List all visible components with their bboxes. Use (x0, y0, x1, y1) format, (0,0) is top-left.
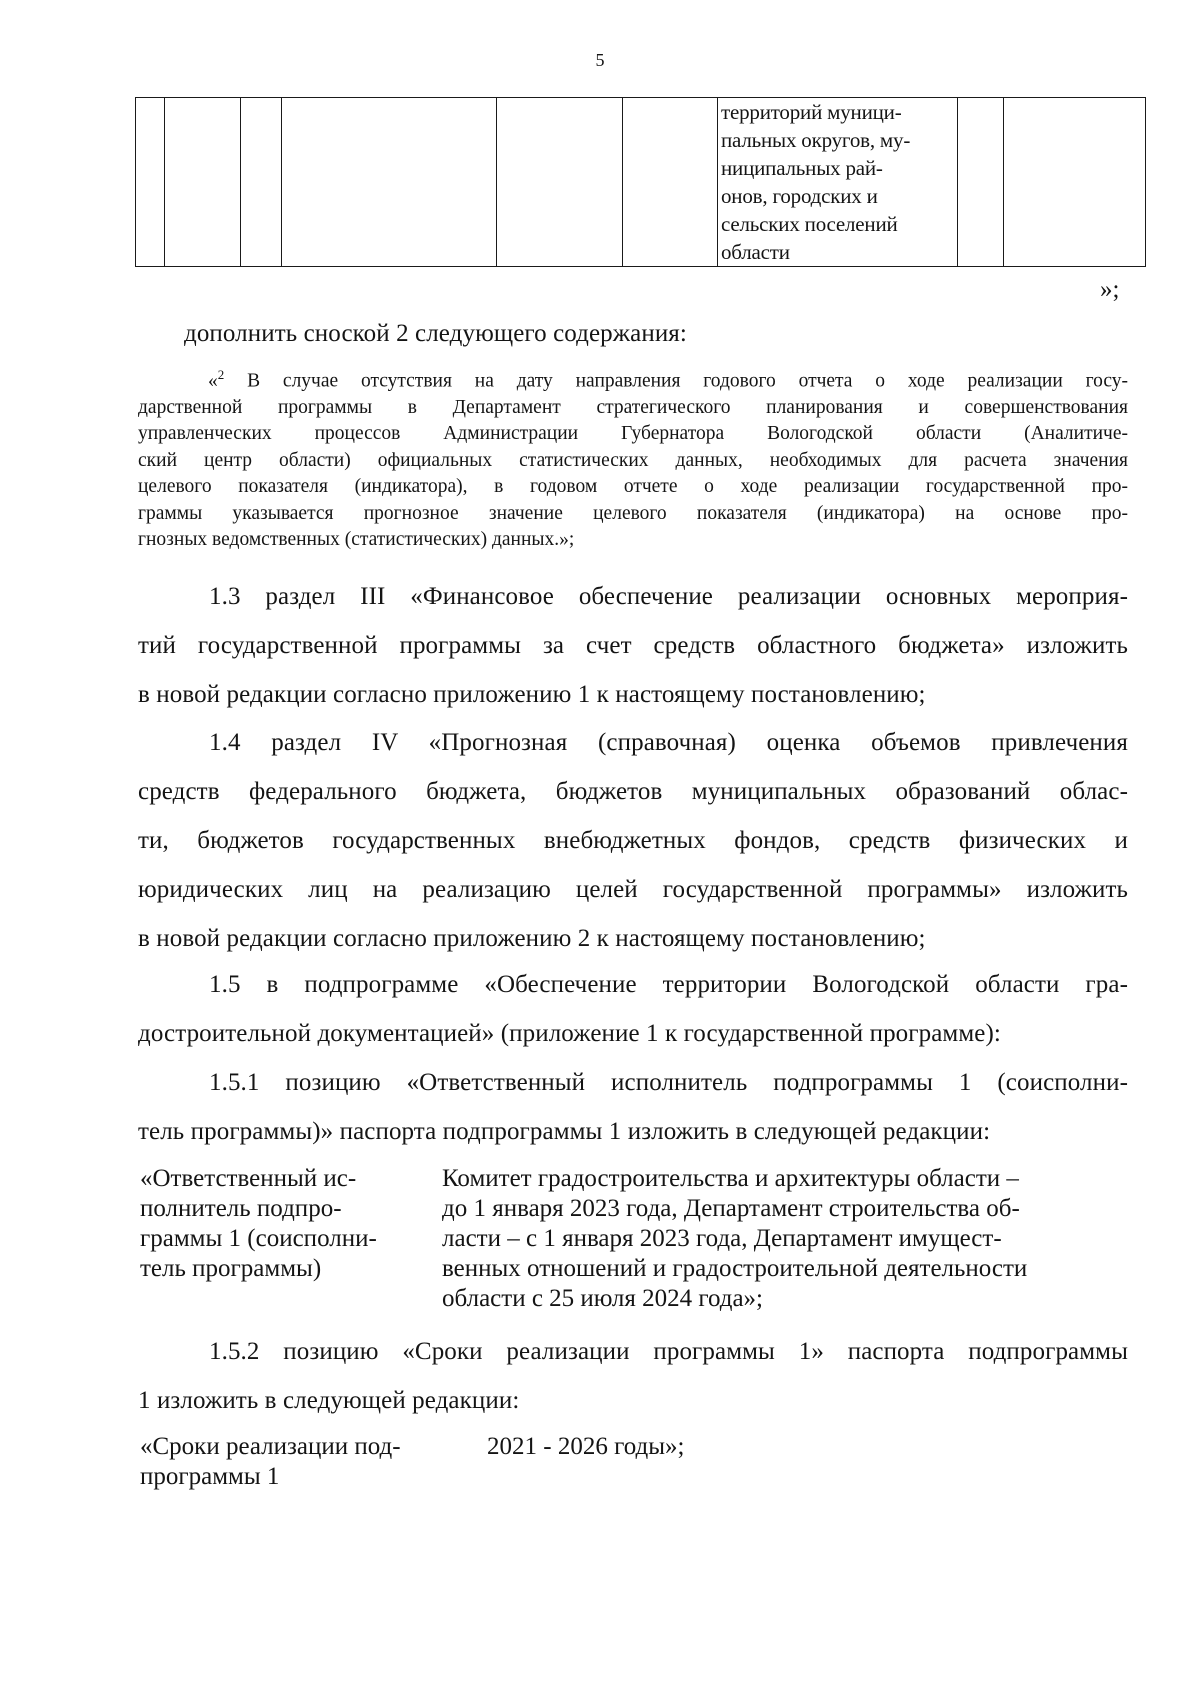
value-line: 2021 - 2026 годы»; (487, 1433, 685, 1460)
para-line: дополнить сноской 2 следующего содержания: (184, 320, 687, 347)
para-line: в новой редакции согласно приложению 2 к настоящему постановлению; (138, 925, 926, 952)
cell-line: ниципальных рай- (721, 156, 883, 180)
cell-line: территорий муници- (721, 100, 902, 124)
para-line: в новой редакции согласно приложению 1 к настоящему постановлению; (138, 681, 926, 708)
terms-row (140, 1432, 1130, 1502)
para-line: достроительной документацией» (приложение 1 к государственной программе): (138, 1020, 1001, 1047)
footnote-line: целевого показателя (индикатора), в годовом отчете о ходе реализации государственной про- (138, 476, 1128, 498)
continuation-table (135, 97, 1146, 267)
table-cell (497, 98, 623, 267)
footnote-open-quote: « (208, 370, 218, 392)
value-line: ласти – с 1 января 2023 года, Департамент имущест- (442, 1225, 1002, 1252)
table-cell (958, 98, 1004, 267)
para-line: 1.3 раздел III «Финансовое обеспечение реализации основных мероприя- (209, 583, 1128, 610)
para-line: ти, бюджетов государственных внебюджетных фондов, средств физических и (138, 827, 1128, 854)
para-line: тий государственной программы за счет средств областного бюджета» изложить (138, 632, 1128, 659)
label-line: тель программы) (140, 1255, 322, 1282)
paragraph-1-3 (138, 572, 1128, 719)
para-line: 1.5 в подпрограмме «Обеспечение территории Вологодской области гра- (209, 971, 1128, 998)
para-line: 1.5.1 позицию «Ответственный исполнитель подпрограммы 1 (соисполни- (209, 1069, 1128, 1096)
para-line: 1.4 раздел IV «Прогнозная (справочная) оценка объемов привлечения (209, 729, 1128, 756)
table-cell (1004, 98, 1146, 267)
paragraph-1-5-2 (138, 1327, 1128, 1425)
paragraph-1-4 (138, 718, 1128, 963)
quote-close: »; (1100, 276, 1120, 303)
cell-line: онов, городских и (721, 184, 878, 208)
terms-value (487, 1432, 684, 1462)
table-cell-text (718, 98, 958, 267)
value-line: венных отношений и градостроительной деятельности (442, 1255, 1028, 1282)
footnote-line: управленческих процессов Администрации Губернатора Вологодской области (Аналитиче- (138, 423, 1128, 445)
responsible-value (442, 1164, 1027, 1314)
footnote-number: 2 (217, 367, 225, 382)
para-line: юридических лиц на реализацию целей государственной программы» изложить (138, 876, 1128, 903)
value-line: до 1 января 2023 года, Департамент строительства об- (442, 1195, 1020, 1222)
value-line: Комитет градостроительства и архитектуры области – (442, 1165, 1019, 1192)
responsible-executor-row (140, 1164, 1130, 1324)
label-line: «Ответственный ис- (140, 1165, 357, 1192)
footnote-line (138, 362, 1128, 395)
label-line: «Сроки реализации под- (140, 1433, 401, 1460)
para-line: 1.5.2 позицию «Сроки реализации программы 1» паспорта подпрограммы (209, 1338, 1128, 1365)
footnote-text: В случае отсутствия на дату направления годового отчета о ходе реализации госу- (224, 370, 1128, 392)
cell-line: области (721, 240, 790, 264)
cell-line: сельских поселений (721, 212, 898, 236)
cell-line: пальных округов, му- (721, 128, 911, 152)
table-cell (136, 98, 165, 267)
footnote-line: гнозных ведомственных (статистических) данных.»; (138, 528, 575, 550)
para-line: 1 изложить в следующей редакции: (138, 1387, 520, 1414)
table-cell (623, 98, 718, 267)
intro-paragraph (184, 309, 1174, 358)
table-cell (241, 98, 282, 267)
paragraph-1-5-1 (138, 1058, 1128, 1156)
para-line: тель программы)» паспорта подпрограммы 1 изложить в следующей редакции: (138, 1118, 991, 1145)
responsible-label (140, 1164, 377, 1284)
label-line: полнитель подпро- (140, 1195, 342, 1222)
footnote-line: дарственной программы в Департамент стратегического планирования и совершенствования (138, 396, 1128, 418)
para-line: средств федерального бюджета, бюджетов муниципальных образований облас- (138, 778, 1128, 805)
footnote (138, 362, 1128, 553)
footnote-line: ский центр области) официальных статистических данных, необходимых для расчета значения (138, 449, 1128, 471)
terms-label (140, 1432, 401, 1492)
table-cell (165, 98, 241, 267)
label-line: программы 1 (140, 1463, 280, 1490)
page-number: 5 (595, 50, 605, 70)
footnote-line: граммы указывается прогнозное значение целевого показателя (индикатора) на основе про- (138, 502, 1128, 524)
table-cell (282, 98, 497, 267)
label-line: граммы 1 (соисполни- (140, 1225, 377, 1252)
paragraph-1-5 (138, 960, 1128, 1058)
value-line: области с 25 июля 2024 года»; (442, 1285, 763, 1312)
